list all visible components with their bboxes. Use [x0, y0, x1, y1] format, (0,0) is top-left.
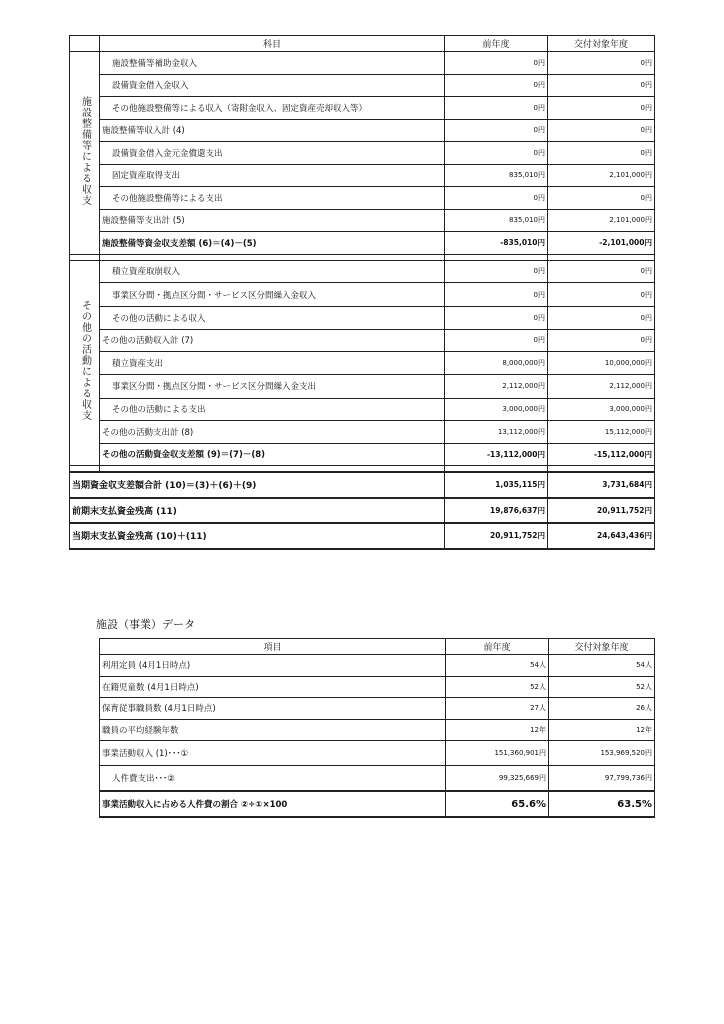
facility-section-title: 施設整備等による収支 — [79, 95, 91, 206]
row-label: 固定資産取得支出 — [100, 164, 445, 187]
row-label: その他の活動支出計 (8) — [100, 421, 445, 444]
summary-label: 前期末支払資金残高 (11) — [70, 498, 445, 524]
row-prev-value: 13,112,000円 — [445, 421, 548, 444]
data-row-target: 26人 — [549, 698, 655, 720]
row-target-value: 0円 — [548, 260, 655, 283]
row-label: その他の活動収入計 (7) — [100, 329, 445, 352]
row-target-value: 3,000,000円 — [548, 398, 655, 421]
facility-section-label — [70, 52, 100, 255]
summary-target-value: 24,643,436円 — [548, 523, 655, 549]
fund-balance-table — [69, 35, 655, 550]
row-label: 積立資産取崩収入 — [100, 260, 445, 283]
row-target-value: 0円 — [548, 187, 655, 210]
summary-row — [70, 498, 655, 524]
data-row-label: 職員の平均経験年数 — [100, 719, 446, 741]
row-prev-value: 0円 — [445, 119, 548, 142]
row-prev-value: -13,112,000円 — [445, 443, 548, 466]
summary-target-value: 20,911,752円 — [548, 498, 655, 524]
row-label: 施設整備等支出計 (5) — [100, 209, 445, 232]
row-label: 積立資産支出 — [100, 352, 445, 375]
data-row-label: 人件費支出･･･② — [100, 766, 446, 792]
row-label: その他の活動資金収支差額 (9)＝(7)－(8) — [100, 443, 445, 466]
row-label: その他の活動による支出 — [100, 398, 445, 421]
data-row-label: 利用定員 (4月1日時点) — [100, 655, 446, 677]
row-label: 設備資金借入金元金償還支出 — [100, 142, 445, 165]
row-prev-value: 0円 — [445, 329, 548, 352]
data-row-label: 保育従事職員数 (4月1日時点) — [100, 698, 446, 720]
row-label: 施設整備等資金収支差額 (6)＝(4)－(5) — [100, 232, 445, 255]
row-prev-value: 0円 — [445, 187, 548, 210]
row-prev-value: 0円 — [445, 260, 548, 283]
row-label: 設備資金借入金収入 — [100, 74, 445, 97]
row-label: 施設整備等補助金収入 — [100, 52, 445, 75]
row-target-value: 0円 — [548, 307, 655, 330]
summary-prev-value: 1,035,115円 — [445, 472, 548, 498]
row-target-value: 0円 — [548, 97, 655, 120]
row-prev-value: 0円 — [445, 74, 548, 97]
data-row-prev: 54人 — [446, 655, 549, 677]
table-header-row — [70, 36, 655, 52]
row-label: 施設整備等収入計 (4) — [100, 119, 445, 142]
other-section-label — [70, 260, 100, 466]
row-target-value: 2,101,000円 — [548, 164, 655, 187]
summary-row — [70, 472, 655, 498]
data-row-target: 153,969,520円 — [549, 741, 655, 766]
summary-row — [70, 523, 655, 549]
row-target-value: 0円 — [548, 283, 655, 307]
data-row-target: 54人 — [549, 655, 655, 677]
data-row-label: 事業活動収入に占める人件費の割合 ②÷①×100 — [100, 791, 446, 817]
row-prev-value: 8,000,000円 — [445, 352, 548, 375]
data-row-target: 52人 — [549, 676, 655, 698]
row-label: 事業区分間・拠点区分間・サービス区分間繰入金支出 — [100, 374, 445, 398]
data-row-label: 事業活動収入 (1)･･･① — [100, 741, 446, 766]
row-prev-value: 0円 — [445, 307, 548, 330]
header-item: 項目 — [100, 639, 446, 655]
row-target-value: 2,101,000円 — [548, 209, 655, 232]
row-prev-value: 835,010円 — [445, 164, 548, 187]
row-prev-value: 0円 — [445, 97, 548, 120]
row-target-value: 2,112,000円 — [548, 374, 655, 398]
row-target-value: 0円 — [548, 142, 655, 165]
other-section-title: その他の活動による収支 — [79, 300, 91, 422]
data-row-target: 63.5% — [549, 791, 655, 817]
row-target-value: 0円 — [548, 329, 655, 352]
data-row-prev: 65.6% — [446, 791, 549, 817]
row-label: その他施設整備等による支出 — [100, 187, 445, 210]
facility-data-title: 施設（事業）データ — [96, 618, 195, 631]
row-target-value: -2,101,000円 — [548, 232, 655, 255]
summary-label: 当期末支払資金残高 (10)＋(11) — [70, 523, 445, 549]
row-target-value: 15,112,000円 — [548, 421, 655, 444]
data-row-prev: 27人 — [446, 698, 549, 720]
data-row-prev: 151,360,901円 — [446, 741, 549, 766]
header-subject: 科目 — [100, 36, 445, 52]
row-target-value: 0円 — [548, 52, 655, 75]
header-prev-year: 前年度 — [445, 36, 548, 52]
row-label: その他施設整備等による収入（寄附金収入、固定資産売却収入等） — [100, 97, 445, 120]
row-label: その他の活動による収入 — [100, 307, 445, 330]
table-header-row — [100, 639, 655, 655]
row-prev-value: 0円 — [445, 142, 548, 165]
row-target-value: 10,000,000円 — [548, 352, 655, 375]
row-target-value: 0円 — [548, 119, 655, 142]
header-blank — [70, 36, 100, 52]
header-target-year: 交付対象年度 — [549, 639, 655, 655]
row-target-value: -15,112,000円 — [548, 443, 655, 466]
row-target-value: 0円 — [548, 74, 655, 97]
header-prev-year: 前年度 — [446, 639, 549, 655]
row-prev-value: 835,010円 — [445, 209, 548, 232]
data-row-target: 12年 — [549, 719, 655, 741]
row-label: 事業区分間・拠点区分間・サービス区分間繰入金収入 — [100, 283, 445, 307]
summary-prev-value: 19,876,637円 — [445, 498, 548, 524]
summary-label: 当期資金収支差額合計 (10)＝(3)＋(6)＋(9) — [70, 472, 445, 498]
row-prev-value: 0円 — [445, 283, 548, 307]
summary-prev-value: 20,911,752円 — [445, 523, 548, 549]
data-row-target: 97,799,736円 — [549, 766, 655, 792]
summary-target-value: 3,731,684円 — [548, 472, 655, 498]
data-row-prev: 52人 — [446, 676, 549, 698]
data-row-prev: 12年 — [446, 719, 549, 741]
data-row-prev: 99,325,669円 — [446, 766, 549, 792]
facility-data-table — [99, 638, 655, 818]
data-row-label: 在籍児童数 (4月1日時点) — [100, 676, 446, 698]
row-prev-value: -835,010円 — [445, 232, 548, 255]
header-target-year: 交付対象年度 — [548, 36, 655, 52]
row-prev-value: 3,000,000円 — [445, 398, 548, 421]
row-prev-value: 0円 — [445, 52, 548, 75]
row-prev-value: 2,112,000円 — [445, 374, 548, 398]
